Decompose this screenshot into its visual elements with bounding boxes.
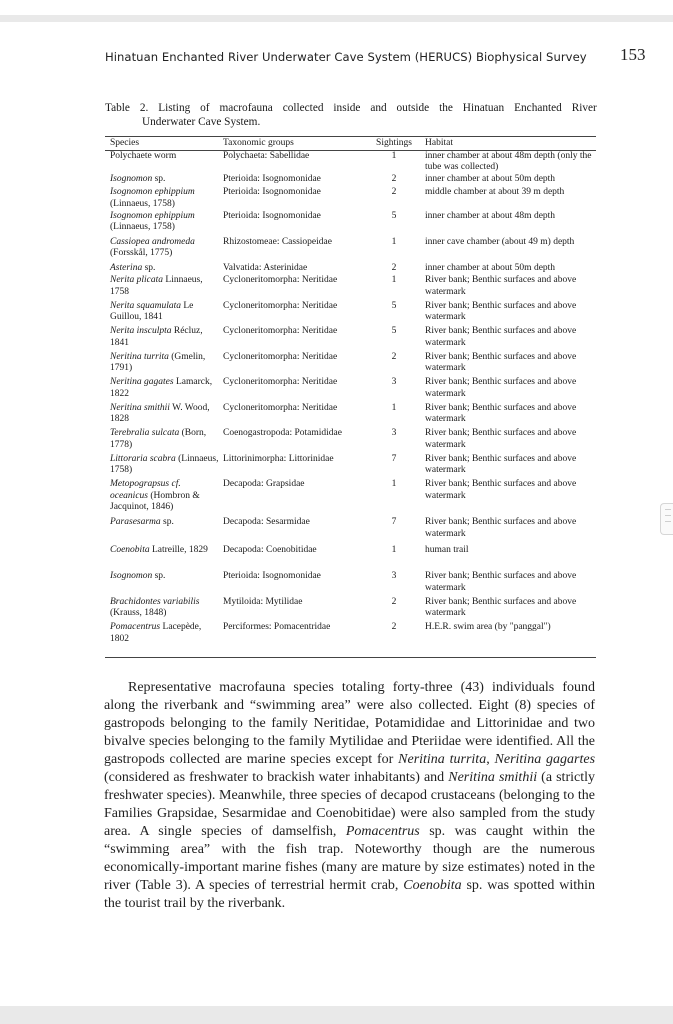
species-name: Isognomon: [110, 571, 153, 582]
habitat-cell: River bank; Benthic surfaces and above watermark: [425, 275, 577, 297]
species-cell: [110, 211, 220, 234]
species-name: Asterina: [110, 262, 143, 273]
taxonomic-group-cell: Pterioida: Isognomonidae: [223, 571, 321, 582]
species-authority: (Forsskål, 1775): [110, 248, 173, 259]
italic-species-name: Neritina smithii: [448, 770, 538, 785]
habitat-cell: River bank; Benthic surfaces and above watermark: [425, 300, 577, 323]
taxonomic-group-cell: Perciformes: Pomacentridae: [223, 622, 331, 633]
habitat-cell: inner chamber at about 48m depth: [425, 210, 556, 221]
species-cell: [110, 237, 220, 260]
species-name: Isognomon ephippium: [110, 210, 195, 221]
sightings-cell: 1: [391, 479, 397, 490]
caption-word: outside: [396, 102, 430, 114]
species-name: Nerita insculpta: [110, 326, 172, 337]
running-header: Hinatuan Enchanted River Underwater Cave System (HERUCS) Biophysical Survey: [105, 50, 587, 64]
taxonomic-group-cell: Decapoda: Coenobitidae: [223, 545, 317, 556]
species-name: Isognomon ephippium: [110, 187, 195, 198]
text-run: sp. was caught within the “swimming area” with the fish trap. Noteworthy though are the numerous economically-important marine fishes (many are mature by size estimates) noted in the river (Table 3). A species of terrestrial hermit crab,: [104, 824, 596, 893]
habitat-cell: River bank; Benthic surfaces and above watermark: [425, 517, 577, 539]
habitat-cell: River bank; Benthic surfaces and above watermark: [425, 479, 577, 501]
table-row: [108, 151, 594, 174]
species-authority: (Hombron & Jacquinot, 1846): [110, 490, 200, 513]
body-text: [104, 679, 595, 913]
habitat-cell: human trail: [425, 545, 469, 556]
caption-word: River: [571, 102, 597, 114]
habitat-cell: River bank; Benthic surfaces and above watermark: [425, 402, 577, 425]
text-run: (a strictly freshwater species). Meanwhile, three species of decapod crustaceans (belonging to the Families Grapsidae, Sesarmidae and Coenobitidae) were also sampled from the study area. A single species of damselfish,: [104, 770, 595, 839]
species-authority: (Gmelin, 1791): [110, 351, 206, 374]
species-cell: [110, 174, 220, 185]
species-cell: [110, 545, 220, 556]
sightings-cell: 2: [391, 187, 397, 198]
species-authority: sp.: [142, 262, 156, 273]
col-header-species: Species: [110, 138, 140, 148]
caption-word: inside: [333, 102, 361, 114]
species-cell: [110, 622, 220, 645]
species-cell: [110, 301, 220, 324]
taxonomic-group-cell: Cycloneritomorpha: Neritidae: [223, 351, 338, 362]
italic-species-name: Neritina turrita: [398, 752, 487, 767]
species-name: Isognomon: [110, 174, 153, 185]
table-row: [108, 545, 594, 571]
table-row: [108, 301, 594, 327]
sightings-cell: 7: [391, 453, 397, 464]
sightings-cell: 5: [391, 326, 397, 337]
species-cell: [110, 326, 220, 349]
taxonomic-group-cell: Polychaeta: Sabellidae: [223, 151, 310, 161]
habitat-cell: inner cave chamber (about 49 m) depth: [425, 236, 575, 247]
species-name: Pomacentrus: [110, 622, 161, 633]
table-row: [108, 517, 594, 545]
species-authority: Récluz, 1841: [110, 326, 203, 348]
viewer-top-bar: [0, 15, 673, 22]
species-cell: [110, 151, 220, 162]
sightings-cell: 1: [391, 545, 397, 556]
taxonomic-group-cell: Decapoda: Sesarmidae: [223, 517, 310, 528]
table-row: [108, 326, 594, 352]
taxonomic-group-cell: Coenogastropoda: Potamididae: [223, 428, 342, 439]
species-authority: Le Guillou, 1841: [110, 300, 194, 323]
table-row: [108, 403, 594, 429]
table-row: [108, 454, 594, 480]
habitat-cell: H.E.R. swim area (by "panggal"): [425, 622, 551, 633]
habitat-cell: River bank; Benthic surfaces and above watermark: [425, 377, 577, 399]
sightings-cell: 1: [391, 402, 397, 413]
habitat-cell: River bank; Benthic surfaces and above watermark: [425, 351, 577, 374]
species-name: Cassiopea andromeda: [110, 236, 195, 247]
text-run: Representative macrofauna species totaling forty-three (43) individuals found along the riverbank and “swimming area” were also collected. Eight (8) species of gastropods belonging to the family Neritidae, Potamididae and Littorinidae and two bivalve species belonging to the family Mytilidae and Pteriidae were identified. All the gastropods collected are marine species except for: [104, 680, 595, 767]
taxonomic-group-cell: Cycloneritomorpha: Neritidae: [223, 300, 338, 311]
species-cell: [110, 571, 220, 582]
habitat-cell: River bank; Benthic surfaces and above watermark: [425, 571, 577, 593]
habitat-cell: River bank; Benthic surfaces and above watermark: [425, 453, 577, 476]
sightings-cell: 2: [391, 351, 397, 362]
sightings-cell: 2: [391, 174, 397, 185]
caption-word: and: [370, 102, 387, 114]
col-header-sightings: Sightings: [376, 138, 412, 148]
taxonomic-group-cell: Pterioida: Isognomonidae: [223, 187, 321, 198]
table-body: [108, 151, 594, 646]
habitat-cell: inner chamber at about 50m depth: [425, 262, 556, 273]
caption-word: Enchanted: [514, 102, 562, 114]
taxonomic-group-cell: Littorinimorpha: Littorinidae: [223, 453, 334, 464]
habitat-cell: River bank; Benthic surfaces and above watermark: [425, 326, 577, 348]
species-name: Neritina smithii: [110, 402, 170, 413]
species-authority: sp.: [160, 517, 174, 528]
species-cell: [110, 377, 220, 400]
species-authority: Lamarck, 1822: [110, 377, 213, 399]
sightings-cell: 7: [391, 517, 397, 528]
species-cell: [110, 263, 220, 274]
table-row: [108, 479, 594, 517]
side-panel-handle[interactable]: [660, 503, 673, 535]
species-authority: W. Wood, 1828: [110, 402, 210, 425]
species-cell: [110, 428, 220, 451]
table-row: [108, 237, 594, 263]
sightings-cell: 1: [391, 236, 397, 247]
caption-word: collected: [282, 102, 324, 114]
table-top-rule: [105, 136, 596, 137]
taxonomic-group-cell: Cycloneritomorpha: Neritidae: [223, 275, 338, 286]
caption-word: Hinatuan: [462, 102, 505, 114]
taxonomic-group-cell: Cycloneritomorpha: Neritidae: [223, 402, 338, 413]
species-authority: (Born, 1778): [110, 428, 207, 450]
table-row: [108, 597, 594, 623]
species-name: Brachidontes variabilis: [110, 596, 200, 607]
taxonomic-group-cell: Cycloneritomorpha: Neritidae: [223, 377, 338, 388]
species-cell: [110, 597, 220, 620]
sightings-cell: 3: [391, 377, 397, 388]
taxonomic-group-cell: Decapoda: Grapsidae: [223, 479, 305, 490]
species-name: Neritina gagates: [110, 377, 174, 388]
caption-word: 2.: [139, 102, 149, 114]
table-row: [108, 428, 594, 454]
table-row: [108, 187, 594, 210]
species-authority: Lacepède, 1802: [110, 622, 202, 644]
body-paragraph: [104, 679, 595, 913]
sightings-cell: 2: [391, 262, 397, 273]
table-row: [108, 352, 594, 378]
species-cell: [110, 454, 220, 477]
caption-line-1: [105, 101, 597, 115]
species-name: Nerita plicata: [110, 275, 164, 286]
species-authority: Linnaeus, 1758: [110, 275, 203, 297]
table-header-row: [108, 138, 594, 151]
text-run: sp. was spotted within the tourist trail by the riverbank.: [104, 878, 595, 911]
italic-species-name: Neritina gagartes: [494, 752, 596, 767]
habitat-cell: inner chamber at about 48m depth (only the tube was collected): [425, 151, 592, 173]
species-name: Coenobita: [110, 545, 150, 556]
species-authority: sp.: [152, 174, 166, 185]
table-row: [108, 275, 594, 301]
species-name: Polychaete worm: [110, 151, 177, 161]
species-cell: [110, 403, 220, 426]
text-run: (considered as freshwater to brackish water inhabitants) and: [104, 770, 449, 785]
italic-species-name: Pomacentrus: [345, 824, 420, 839]
taxonomic-group-cell: Mytiloida: Mytilidae: [223, 596, 303, 607]
text-run: ,: [486, 752, 495, 767]
species-name: Nerita squamulata: [110, 300, 181, 311]
species-authority: (Linnaeus, 1758): [110, 222, 175, 233]
sightings-cell: 3: [391, 428, 397, 439]
species-cell: [110, 479, 220, 513]
sightings-cell: 2: [391, 596, 397, 607]
taxonomic-group-cell: Rhizostomeae: Cassiopeidae: [223, 236, 332, 247]
col-header-taxonomic-groups: Taxonomic groups: [223, 138, 294, 148]
species-name: Neritina turrita: [110, 351, 169, 362]
caption-word: of: [200, 102, 210, 114]
caption-word: macrofauna: [219, 102, 273, 114]
species-authority: (Linnaeus, 1758): [110, 453, 219, 476]
table-row: [108, 211, 594, 237]
table-row: [108, 377, 594, 403]
habitat-cell: inner chamber at about 50m depth: [425, 174, 556, 185]
habitat-cell: River bank; Benthic surfaces and above watermark: [425, 596, 577, 619]
table-row: [108, 622, 594, 646]
italic-species-name: Coenobita: [403, 878, 462, 893]
species-authority: (Linnaeus, 1758): [110, 198, 175, 209]
sightings-cell: 5: [391, 300, 397, 311]
species-cell: [110, 275, 220, 298]
species-authority: Latreille, 1829: [149, 545, 208, 556]
species-name: Parasesarma: [110, 517, 161, 528]
species-name: Metopograpsus cf. oceanicus: [110, 479, 181, 501]
sightings-cell: 3: [391, 571, 397, 582]
species-cell: [110, 517, 220, 528]
species-authority: (Krauss, 1848): [110, 608, 167, 619]
habitat-cell: middle chamber at about 39 m depth: [425, 187, 565, 198]
caption-word: the: [439, 102, 453, 114]
table-row: [108, 571, 594, 597]
sightings-cell: 2: [391, 622, 397, 633]
species-name: Terebralia sulcata: [110, 428, 180, 439]
species-authority: sp.: [152, 571, 166, 582]
species-name: Littoraria scabra: [110, 453, 176, 464]
taxonomic-group-cell: Valvatida: Asterinidae: [223, 262, 308, 273]
col-header-habitat: Habitat: [425, 138, 453, 148]
taxonomic-group-cell: Pterioida: Isognomonidae: [223, 174, 321, 185]
sightings-cell: 5: [391, 210, 397, 221]
species-cell: [110, 352, 220, 375]
macrofauna-table: [108, 138, 594, 646]
taxonomic-group-cell: Pterioida: Isognomonidae: [223, 210, 321, 221]
species-cell: [110, 187, 220, 210]
caption-line-2: Underwater Cave System.: [142, 116, 261, 128]
sightings-cell: 1: [391, 275, 397, 286]
habitat-cell: River bank; Benthic surfaces and above watermark: [425, 428, 577, 450]
caption-word: Table: [105, 102, 130, 114]
table-bottom-rule: [105, 657, 596, 658]
table-row: [108, 263, 594, 276]
caption-word: Listing: [158, 102, 191, 114]
page-number: 153: [620, 45, 646, 64]
table-row: [108, 174, 594, 187]
table-caption: [105, 101, 597, 129]
viewer-bottom-bar: [0, 1006, 673, 1024]
sightings-cell: 1: [391, 151, 397, 161]
taxonomic-group-cell: Cycloneritomorpha: Neritidae: [223, 326, 338, 337]
